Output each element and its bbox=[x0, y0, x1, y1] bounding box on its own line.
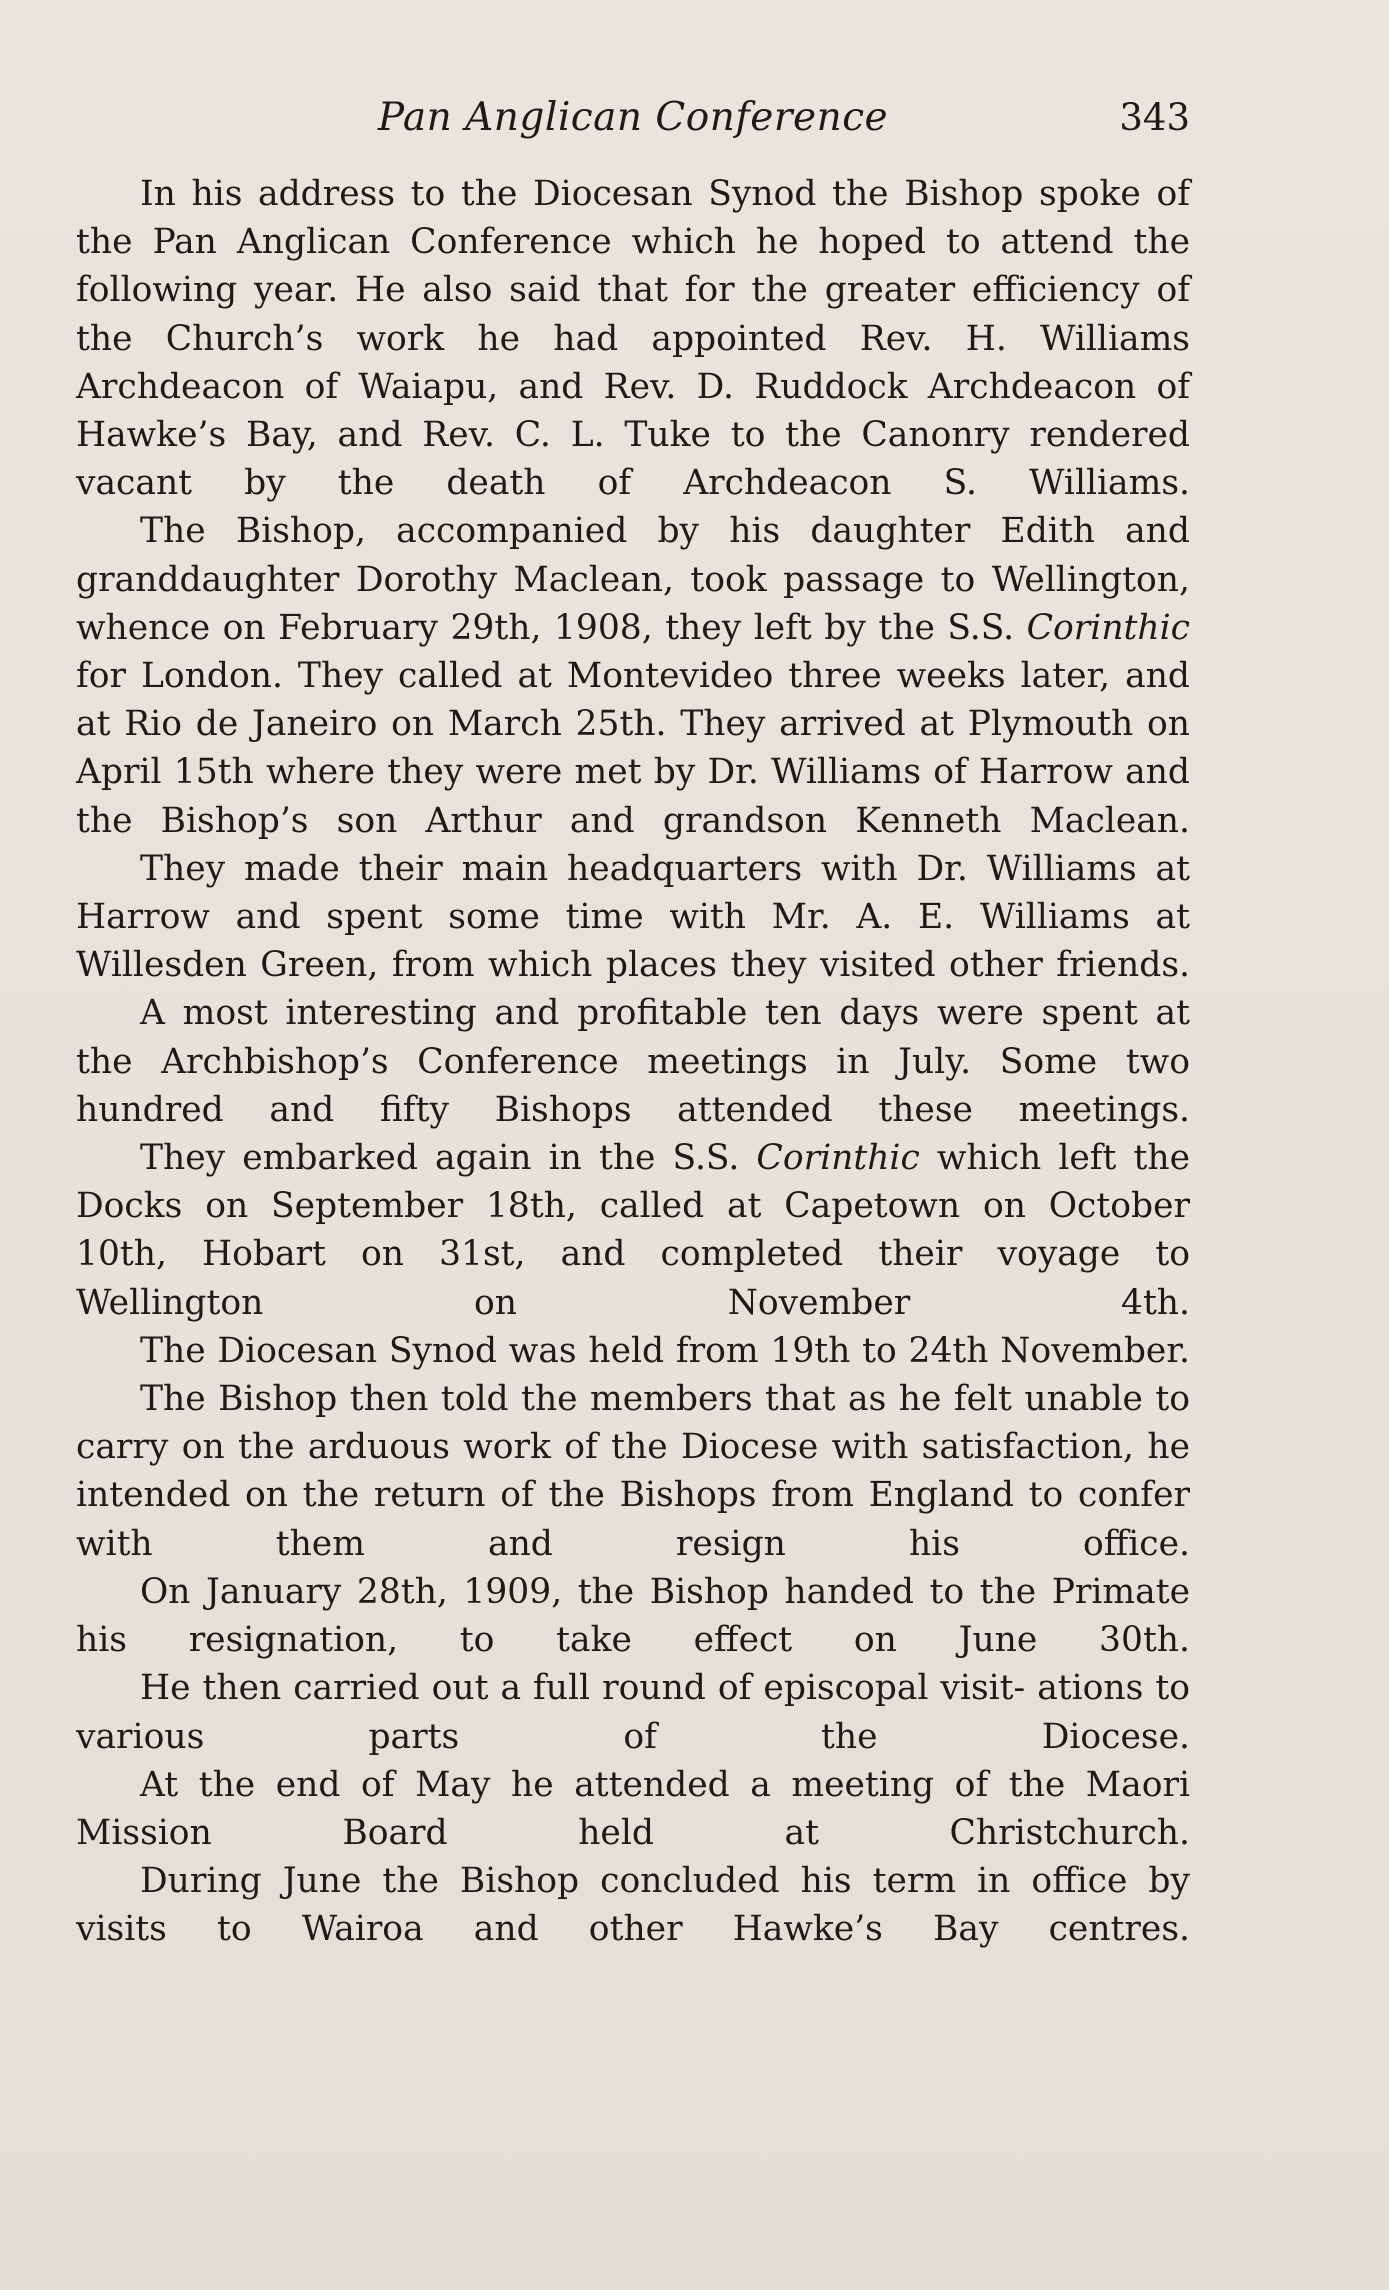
paragraph-voyage-to-england bbox=[76, 507, 1190, 844]
ship-name: Corinthic bbox=[756, 1138, 920, 1179]
paragraph-text: On January 28th, 1909, the Bishop handed to the Primate his resignation, to take effect on June 30th. bbox=[76, 1571, 1190, 1661]
body-text bbox=[76, 170, 1190, 1954]
paragraph-text: At the end of May he attended a meeting of the Maori Mission Board held at Christchurch. bbox=[76, 1764, 1190, 1853]
paragraph-text: The Diocesan Synod was held from 19th to 24th November. bbox=[140, 1330, 1190, 1371]
paragraph-conference-meetings bbox=[76, 989, 1190, 1134]
page-header bbox=[76, 88, 1190, 148]
running-title: Pan Anglican Conference bbox=[377, 95, 889, 140]
paragraph-diocesan-synod bbox=[76, 1327, 1190, 1375]
page-number: 343 bbox=[1119, 96, 1190, 139]
paragraph-text: The Bishop, accompanied by his daughter Edith and granddaughter Dorothy Maclean, took passage to Wellington, whence on February 29th, 1908, they left by the S.S. bbox=[76, 511, 1190, 648]
paragraph-mission-board bbox=[76, 1761, 1190, 1857]
paragraph-text: They made their main headquarters with Dr. Williams at Harrow and spent some time with Mr. A. E. Williams at Willesden Green, from which places they visited other friends. bbox=[76, 848, 1190, 986]
paragraph-text: for London. They called at Montevideo three weeks later, and at Rio de Janeiro on March 25th. They arrived at Plymouth on April 15th where they were met by Dr. Williams of Harrow and the Bishop’s son Arthur and grandson Kenneth Maclean. bbox=[76, 656, 1190, 841]
paragraph-headquarters bbox=[76, 845, 1190, 990]
paragraph-resignation bbox=[76, 1568, 1190, 1664]
paragraph-text: The Bishop then told the members that as he felt unable to carry on the arduous work of the Diocese with satisfaction, he intended on the return of the Bishops from England to confer with them and resign his office. bbox=[76, 1379, 1190, 1564]
paragraph-text: which left the Docks on September 18th, called at Capetown on October 10th, Hobart on 31st, and completed their voyage to Wellington on November 4th. bbox=[76, 1138, 1191, 1323]
paragraph-text: A most interesting and profitable ten days were spent at the Archbishop’s Conference meetings in July. Some two hundred and fifty Bishops attended these meetings. bbox=[76, 993, 1190, 1130]
paragraph-text: During June the Bishop concluded his term in office by visits to Wairoa and other Hawke’s Bay centres. bbox=[76, 1861, 1190, 1950]
paragraph-final-visits bbox=[76, 1857, 1190, 1953]
paragraph-synod-address bbox=[76, 170, 1190, 507]
paragraph-return-voyage bbox=[76, 1134, 1190, 1327]
paragraph-text: He then carried out a full round of episcopal visit- ations to various parts of the Diocese. bbox=[76, 1668, 1190, 1757]
paragraph-text: They embarked again in the S.S. bbox=[140, 1138, 740, 1179]
ship-name: Corinthic bbox=[1026, 607, 1190, 648]
paragraph-intent-to-resign bbox=[76, 1375, 1190, 1568]
paragraph-visitations bbox=[76, 1664, 1190, 1760]
paragraph-text: In his address to the Diocesan Synod the Bishop spoke of the Pan Anglican Conference which he hoped to attend the following year. He also said that for the greater efficiency of the Church’s work he had appointed Rev. H. Williams Archdeacon of Waiapu, and Rev. D. Ruddock Archdeacon of Hawke’s Bay, and Rev. C. L. Tuke to the Canonry rendered vacant by the death of Archdeacon S. Williams. bbox=[76, 174, 1190, 504]
